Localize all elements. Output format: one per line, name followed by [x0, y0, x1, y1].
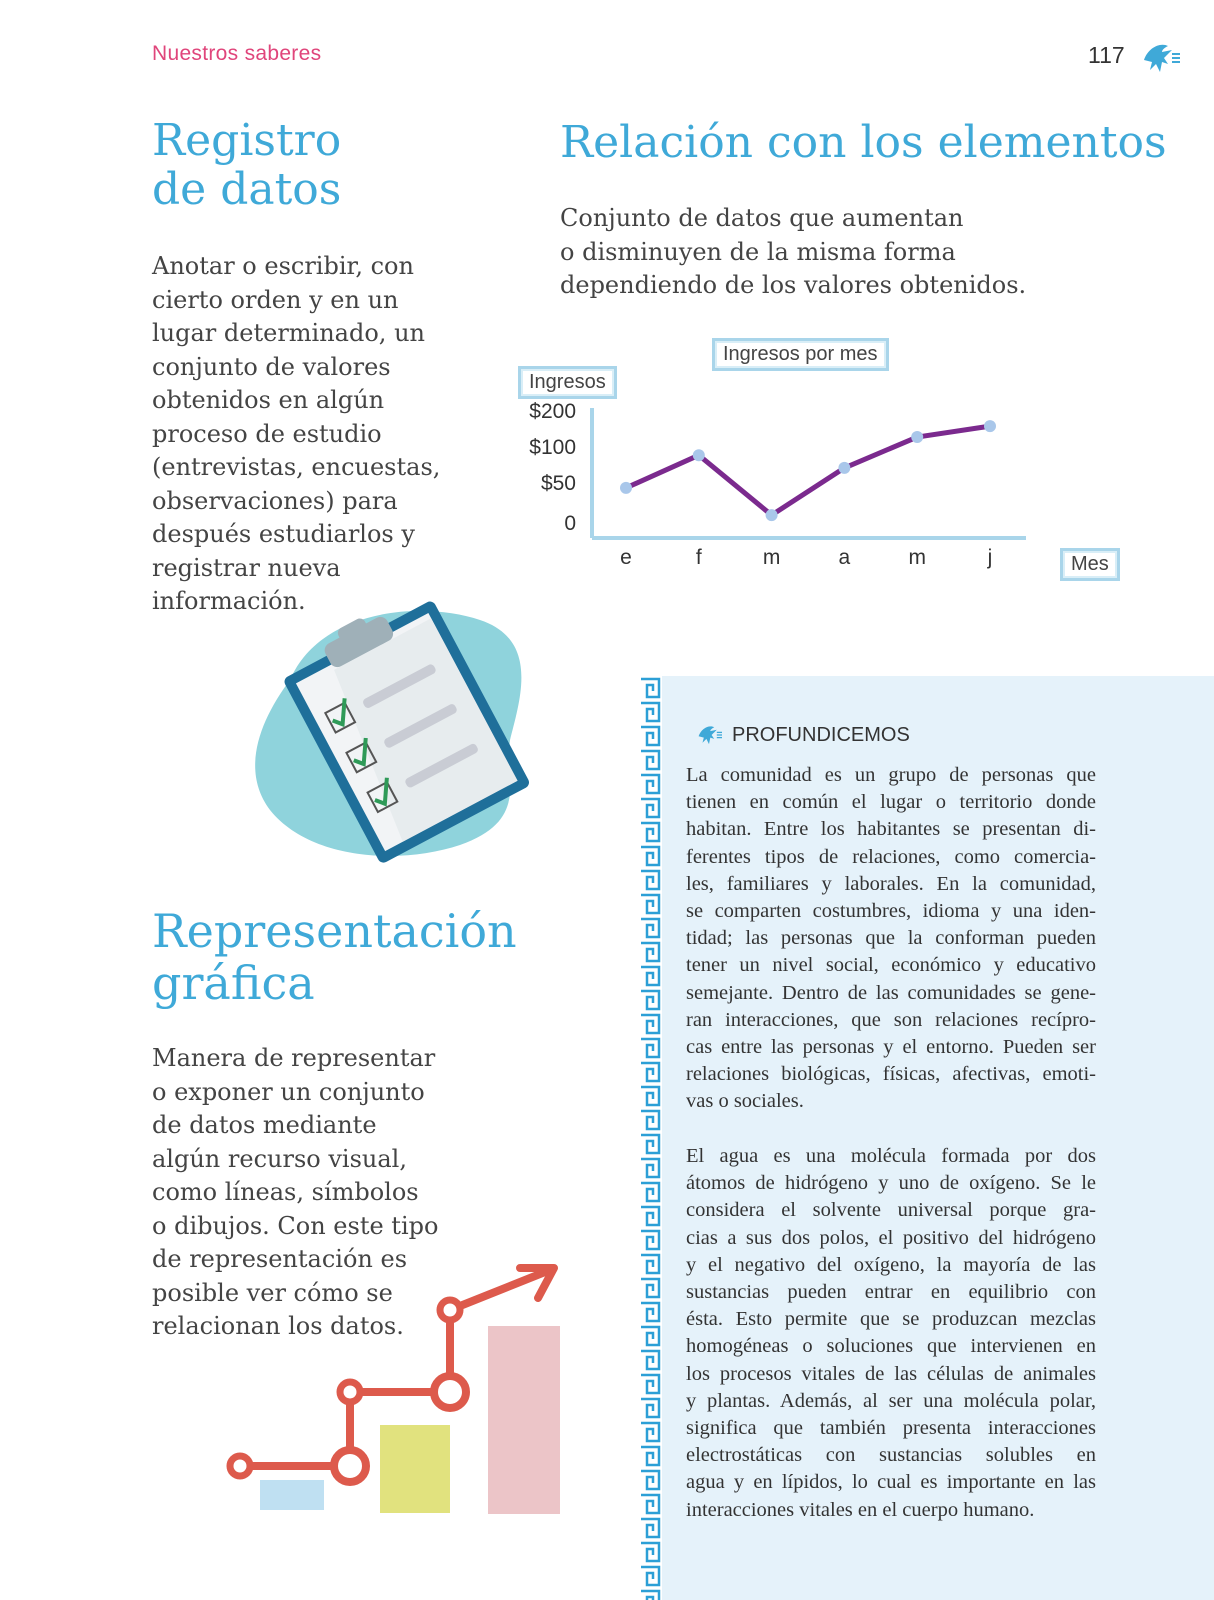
y-tick-label: $200 — [529, 400, 576, 423]
representacion-title — [152, 906, 517, 1009]
relacion-text-line: Conjunto de datos que aumentan — [560, 204, 964, 232]
profundicemos-text-line: cias a sus dos polos, el positivo del hidrógeno — [686, 1226, 1096, 1249]
registro-section — [152, 116, 341, 215]
representacion-title-line1: Representación — [152, 904, 517, 958]
bird-glyph-icon — [694, 722, 724, 748]
representacion-text-line: de representación es — [152, 1245, 408, 1273]
y-tick-label: $100 — [529, 436, 576, 459]
chart-plot — [516, 330, 1136, 590]
chart-x-label: Mes — [1060, 548, 1120, 581]
registro-title-line2: de datos — [152, 164, 342, 216]
representacion-text-line: de datos mediante — [152, 1111, 377, 1139]
registro-text-line: proceso de estudio — [152, 419, 382, 448]
profundicemos-text-line: relaciones biológicas, físicas, afectivas, emoti- — [686, 1063, 1096, 1086]
profundicemos-text-line: tienen en común el lugar o territorio donde — [686, 791, 1096, 814]
data-point — [766, 509, 778, 521]
profundicemos-text-line: tener un nivel social, económico y educativo — [686, 954, 1096, 977]
profundicemos-paragraph-1 — [686, 762, 1096, 1116]
chart-title: Ingresos por mes — [712, 338, 889, 371]
registro-text-line: lugar determinado, un — [152, 319, 425, 347]
profundicemos-heading — [694, 722, 910, 748]
relacion-body — [560, 202, 1120, 303]
profundicemos-text-line: y el negativo del oxígeno, la mayoría de las — [686, 1253, 1096, 1276]
chart-y-label: Ingresos — [518, 366, 617, 399]
registro-text-line: registrar nueva — [152, 553, 341, 582]
representacion-text-line: Manera de representar — [152, 1044, 436, 1072]
data-point — [984, 420, 996, 432]
profundicemos-text-line: ran interacciones, que son relaciones recípro- — [686, 1008, 1096, 1031]
data-point — [620, 482, 632, 494]
profundicemos-text-line: habitan. Entre los habitantes se presentan di- — [686, 818, 1096, 841]
series-line — [626, 426, 990, 515]
representacion-text-line: posible ver cómo se — [152, 1278, 393, 1307]
profundicemos-text-line: se comparten costumbres, idioma y una iden- — [686, 900, 1096, 923]
relacion-text-line: o disminuyen de la misma forma — [560, 237, 956, 266]
profundicemos-text-line: ferentes tipos de relaciones, como comercia- — [686, 845, 1096, 868]
representacion-text-line: o exponer un conjunto — [152, 1077, 425, 1106]
clipboard-illustration — [250, 590, 540, 870]
profundicemos-text-line: sustancias pueden entrar en equilibrio con — [686, 1281, 1096, 1304]
profundicemos-text-line: vas o sociales. — [686, 1090, 804, 1113]
data-point — [911, 431, 923, 443]
profundicemos-text-line: significa que también presenta interacciones — [686, 1417, 1096, 1440]
profundicemos-text-line: los procesos vitales de las células de animales — [686, 1362, 1096, 1385]
x-tick-label: m — [762, 546, 781, 569]
registro-text-line: información. — [152, 587, 306, 615]
registro-text-line: después estudiarlos y — [152, 520, 415, 548]
profundicemos-text-line: El agua es una molécula formada por dos — [686, 1145, 1096, 1167]
representacion-text-line: algún recurso visual, — [152, 1144, 407, 1173]
data-point — [693, 449, 705, 461]
representacion-section — [152, 906, 517, 1009]
profundicemos-text-line: agua y en lípidos, lo cual es importante en las — [686, 1471, 1096, 1494]
profundicemos-paragraph-2 — [686, 1143, 1096, 1524]
registro-title-line1: Registro — [152, 115, 342, 166]
profundicemos-text-line: semejante. Dentro de las comunidades se gene- — [686, 981, 1096, 1004]
profundicemos-text-line: electrostáticas con sustancias solubles en — [686, 1444, 1096, 1467]
income-line-chart — [516, 330, 1136, 590]
profundicemos-text-line: ésta. Esto permite que se produzcan mezclas — [686, 1308, 1096, 1331]
greek-key-border — [638, 676, 662, 1600]
y-tick-label: 0 — [564, 512, 576, 535]
profundicemos-text-line: considera el solvente universal porque gra- — [686, 1199, 1096, 1222]
registro-text-line: (entrevistas, encuestas, — [152, 453, 441, 481]
registro-body — [152, 250, 472, 619]
representacion-text-line: relacionan los datos. — [152, 1312, 404, 1340]
representacion-title-line2: gráfica — [152, 955, 315, 1010]
data-point — [838, 462, 850, 474]
profundicemos-text-line: y plantas. Además, al ser una molécula polar, — [686, 1389, 1096, 1412]
growth-chart-illustration — [220, 1260, 580, 1520]
registro-title — [152, 116, 341, 215]
representacion-text-line: o dibujos. Con este tipo — [152, 1211, 439, 1240]
page-number: 117 — [1088, 42, 1125, 68]
x-tick-label: m — [908, 546, 926, 569]
profundicemos-text-line: La comunidad es un grupo de personas que — [686, 764, 1096, 786]
x-tick-label: f — [695, 546, 702, 569]
profundicemos-text-line: les, familiares y laborales. En la comunidad, — [686, 872, 1096, 895]
x-tick-label: j — [987, 546, 993, 569]
registro-text-line: observaciones) para — [152, 486, 398, 515]
profundicemos-text-line: átomos de hidrógeno y uno de oxígeno. Se le — [686, 1172, 1096, 1195]
registro-text-line: conjunto de valores — [152, 352, 391, 381]
registro-text-line: Anotar o escribir, con — [152, 252, 414, 280]
profundicemos-title: PROFUNDICEMOS — [732, 723, 910, 746]
profundicemos-text-line: interacciones vitales en el cuerpo humano. — [686, 1498, 1035, 1521]
bird-glyph-icon — [1138, 38, 1182, 78]
profundicemos-text-line: homogéneas o soluciones que intervienen en — [686, 1335, 1096, 1358]
representacion-text-line: como líneas, símbolos — [152, 1178, 419, 1206]
relacion-title: Relación con los elementos — [560, 117, 1167, 168]
registro-text-line: cierto orden y en un — [152, 285, 399, 314]
profundicemos-text-line: cas entre las personas y el entorno. Pueden ser — [686, 1036, 1096, 1059]
x-tick-label: a — [838, 546, 851, 569]
y-tick-label: $50 — [540, 472, 576, 495]
registro-text-line: obtenidos en algún — [152, 386, 385, 414]
profundicemos-text-line: tidad; las personas que la conforman pueden — [686, 927, 1096, 950]
x-tick-label: e — [620, 546, 632, 569]
section-label: Nuestros saberes — [152, 42, 322, 65]
relacion-text-line: dependiendo de los valores obtenidos. — [560, 271, 1027, 299]
